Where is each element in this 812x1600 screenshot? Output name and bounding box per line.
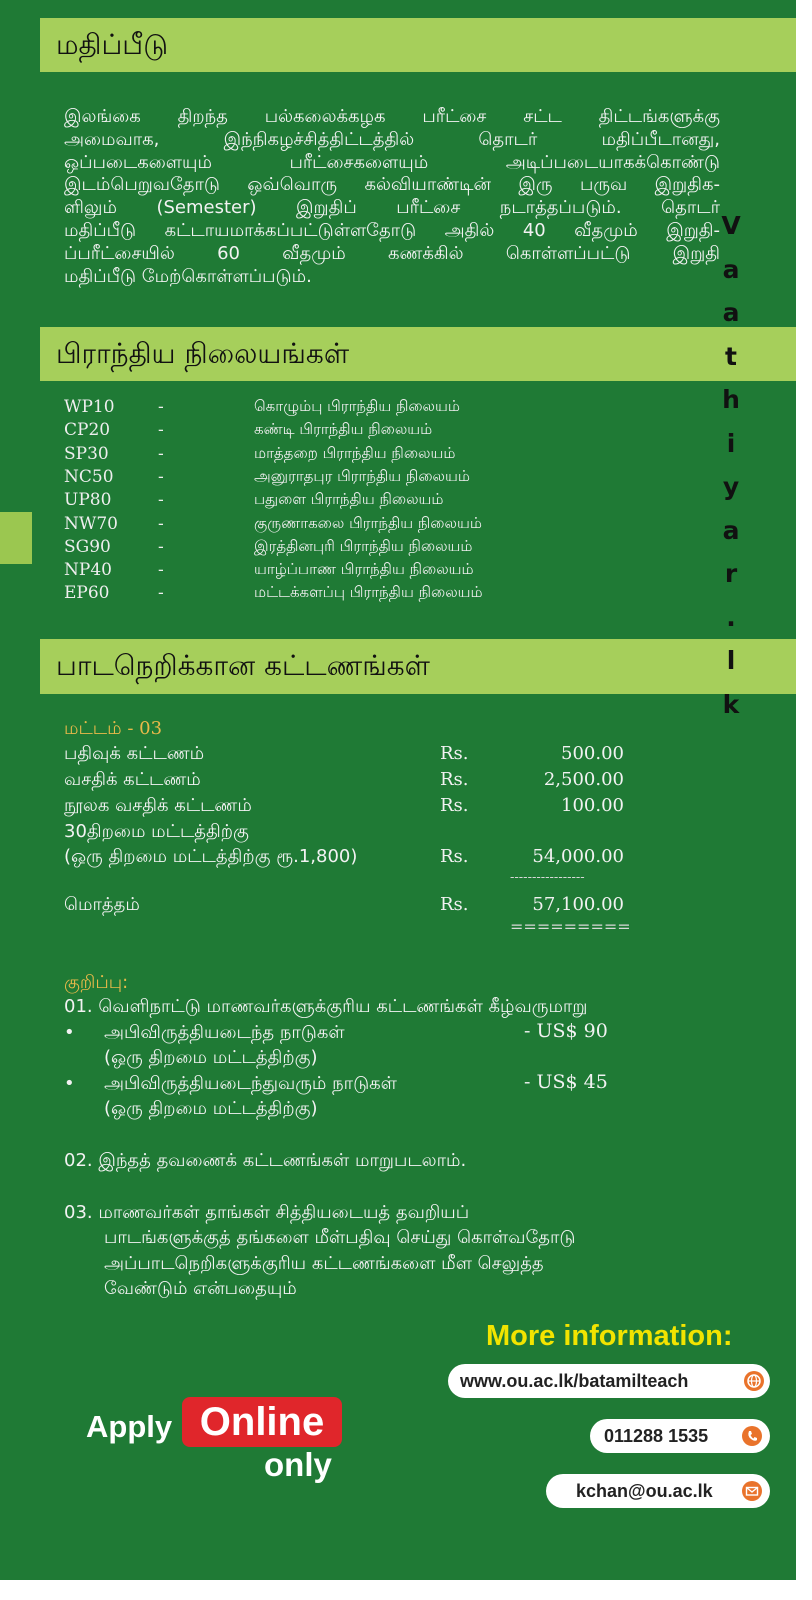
center-name: மட்டக்களப்பு பிராந்திய நிலையம் — [254, 583, 483, 602]
watermark-letter: l — [726, 646, 736, 675]
currency-label: Rs. — [440, 846, 469, 867]
watermark-letter: y — [722, 472, 740, 501]
note-country-label: அபிவிருத்தியடைந்த நாடுகள் — [104, 1022, 345, 1043]
phone-icon — [742, 1426, 762, 1446]
center-code: EP60 — [64, 583, 110, 604]
watermark — [716, 204, 746, 726]
watermark-letter: h — [722, 385, 740, 414]
watermark-letter: a — [722, 515, 740, 545]
currency-label: Rs. — [440, 769, 469, 790]
center-separator: - — [158, 466, 164, 487]
edge-tab — [0, 512, 32, 564]
online-badge: Online — [182, 1397, 342, 1447]
center-code: WP10 — [64, 397, 115, 417]
center-code: SG90 — [64, 536, 111, 557]
centers-heading-bar — [40, 327, 796, 381]
note-country-fee: - US$ 45 — [524, 1071, 608, 1093]
assessment-heading-bar — [40, 18, 796, 72]
watermark-letter: t — [725, 341, 737, 371]
currency-label: Rs. — [440, 894, 469, 915]
credit-rate-label: (ஒரு திறமை மட்டத்திற்கு ரூ.1,800) — [64, 846, 358, 867]
watermark-letter: a — [722, 298, 740, 327]
fee-label: பதிவுக் கட்டணம் — [64, 743, 205, 764]
email-link[interactable] — [546, 1474, 770, 1508]
note-3-line: வேண்டும் என்பதையும் — [104, 1278, 297, 1299]
note-2: 02. இந்தத் தவணைக் கட்டணங்கள் மாறுபடலாம். — [64, 1150, 467, 1171]
center-code: SP30 — [64, 443, 109, 464]
centers-heading: பிராந்திய நிலையங்கள் — [56, 337, 350, 370]
bullet-icon: • — [64, 1022, 75, 1043]
center-code: NC50 — [64, 466, 114, 487]
email-text[interactable]: kchan@ou.ac.lk — [576, 1481, 713, 1501]
fees-heading: பாடநெறிக்கான கட்டணங்கள் — [56, 649, 430, 682]
watermark-letter: . — [726, 602, 736, 632]
center-separator: - — [158, 490, 164, 511]
assessment-line: இலங்கை திறந்த பல்கலைக்கழக பரீட்சை சட்ட திட்டங்களுக்கு — [64, 106, 720, 127]
note-3-line: பாடங்களுக்குத் தங்களை மீள்பதிவு செய்து கொள்வதோடு — [104, 1227, 576, 1248]
website-text[interactable]: www.ou.ac.lk/batamilteach — [460, 1371, 689, 1391]
fees-heading-bar — [40, 639, 796, 694]
center-name: இரத்தினபுரி பிராந்திய நிலையம் — [254, 536, 473, 555]
website-link[interactable] — [448, 1364, 770, 1398]
bullet-icon: • — [64, 1073, 75, 1094]
assessment-line: இடம்பெறுவதோடு ஒவ்வொரு கல்வியாண்டின் இரு பருவ இறுதிக- — [64, 174, 720, 196]
note-country-label: அபிவிருத்தியடைந்துவரும் நாடுகள் — [104, 1073, 397, 1094]
note-3-line: அப்பாடநெறிகளுக்குரிய கட்டணங்களை மீள செலுத்த — [104, 1253, 544, 1274]
assessment-line: மதிப்பீடு மேற்கொள்ளப்படும். — [64, 265, 312, 287]
assessment-heading: மதிப்பீடு — [56, 28, 169, 61]
center-separator: - — [158, 583, 164, 604]
fee-amount: 54,000.00 — [532, 846, 624, 867]
fee-label: நூலக வசதிக் கட்டணம் — [64, 795, 252, 816]
mail-icon — [742, 1481, 762, 1501]
fee-amount: 2,500.00 — [543, 769, 624, 790]
fee-label: வசதிக் கட்டணம் — [64, 769, 201, 790]
center-code: NP40 — [64, 560, 112, 581]
assessment-line: ளிலும் (Semester) இறுதிப் பரீட்சை நடாத்தப்படும். தொடர் — [64, 197, 720, 219]
total-rule: ========= — [510, 917, 631, 936]
phone-text[interactable]: 011288 1535 — [604, 1426, 709, 1446]
credit-label: 30திறமை மட்டத்திற்கு — [64, 821, 249, 842]
center-code: NW70 — [64, 513, 118, 534]
notes-title: குறிப்பு: — [64, 972, 129, 993]
center-name: அனுராதபுர பிராந்திய நிலையம் — [254, 466, 470, 485]
center-separator: - — [158, 420, 164, 441]
center-name: மாத்தறை பிராந்திய நிலையம் — [254, 443, 456, 462]
watermark-letter: r — [724, 559, 738, 588]
center-name: பதுளை பிராந்திய நிலையம் — [254, 490, 444, 509]
globe-icon — [744, 1371, 764, 1391]
center-separator: - — [158, 397, 164, 417]
center-separator: - — [158, 536, 164, 557]
fee-amount: 500.00 — [561, 743, 624, 764]
assessment-line: ப்பரீட்சையில் 60 வீதமும் கணக்கில் கொள்ளப்பட்டு இறுதி — [64, 242, 720, 264]
assessment-line: அமைவாக, இந்நிகழச்சித்திட்டத்தில் தொடர் மதிப்பீடானது, — [64, 128, 720, 150]
apply-label: Apply — [86, 1409, 173, 1444]
center-name: குருணாகலை பிராந்திய நிலையம் — [254, 513, 482, 532]
fee-amount: 100.00 — [561, 795, 624, 816]
subtotal-rule: ----------------- — [510, 870, 585, 885]
watermark-letter: k — [722, 689, 740, 719]
note-unit: (ஒரு திறமை மட்டத்திற்கு) — [104, 1098, 318, 1119]
assessment-line: ஒப்படைகளையும் பரீட்சைகளையும் அடிப்படையாகக்கொண்டு — [64, 151, 720, 173]
fee-level: மட்டம் - 03 — [64, 718, 163, 739]
total-label: மொத்தம் — [64, 894, 140, 915]
assessment-paragraph — [64, 106, 720, 288]
note-1: 01. வெளிநாட்டு மாணவர்களுக்குரிய கட்டணங்கள் கீழ்வருமாறு — [64, 996, 588, 1017]
center-code: UP80 — [64, 490, 112, 511]
note-3-line: 03. மாணவர்கள் தாங்கள் சித்தியடையத் தவறியப் — [64, 1202, 470, 1223]
phone-link[interactable] — [590, 1419, 770, 1453]
more-info-title: More information: — [486, 1320, 733, 1352]
currency-label: Rs. — [440, 743, 469, 764]
watermark-letter: a — [722, 254, 740, 284]
only-label: only — [264, 1446, 332, 1483]
center-separator: - — [158, 443, 164, 464]
total-amount: 57,100.00 — [532, 894, 624, 915]
assessment-line: மதிப்பீடு கட்டாயமாக்கப்பட்டுள்ளதோடு அதில் 40 வீதமும் இறுதி- — [64, 219, 720, 241]
center-name: யாழ்ப்பாண பிராந்திய நிலையம் — [254, 560, 474, 579]
center-name: கண்டி பிராந்திய நிலையம் — [254, 420, 433, 439]
center-separator: - — [158, 513, 164, 534]
center-separator: - — [158, 560, 164, 581]
watermark-letter: i — [726, 428, 736, 458]
center-code: CP20 — [64, 420, 111, 441]
currency-label: Rs. — [440, 795, 469, 816]
watermark-letter: V — [721, 211, 741, 240]
note-country-fee: - US$ 90 — [524, 1020, 608, 1042]
center-name: கொழும்பு பிராந்திய நிலையம் — [254, 397, 460, 415]
note-unit: (ஒரு திறமை மட்டத்திற்கு) — [104, 1047, 318, 1068]
